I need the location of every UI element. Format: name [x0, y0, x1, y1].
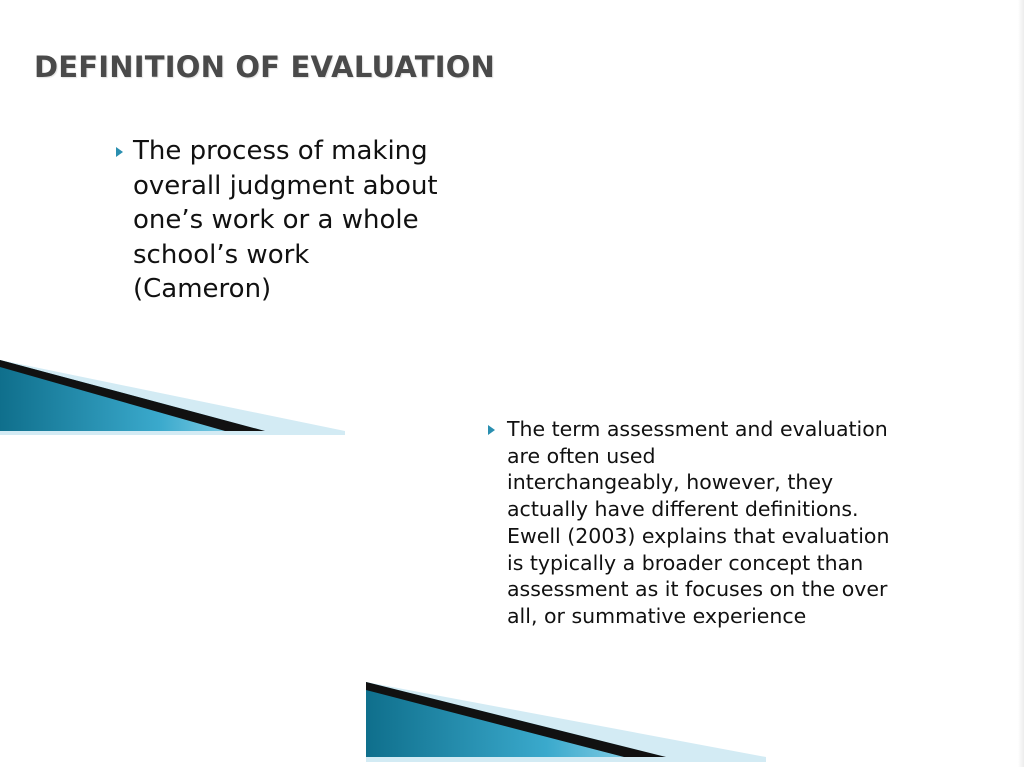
bullet-item-1 — [116, 134, 476, 307]
bullet-item-2 — [488, 416, 948, 630]
slide-edge-shadow — [1018, 0, 1024, 767]
triangle-right-icon — [116, 147, 123, 157]
slide-title: DEFINITION OF EVALUATION — [34, 50, 496, 84]
bullet-text-1: The process of making overall judgment about one’s work or a whole school’s work (Cameron) — [133, 136, 438, 304]
swoosh-decoration-left — [0, 360, 345, 435]
bullet-text-2: The term assessment and evaluation are often used interchangeably, however, they actually have different definitions. Ewell (2003) explains that evaluation is typically a broader concept than assessment as it focuses on the over all, or summative experience — [507, 417, 890, 628]
triangle-right-icon — [488, 425, 495, 435]
swoosh-decoration-bottom — [366, 682, 766, 762]
